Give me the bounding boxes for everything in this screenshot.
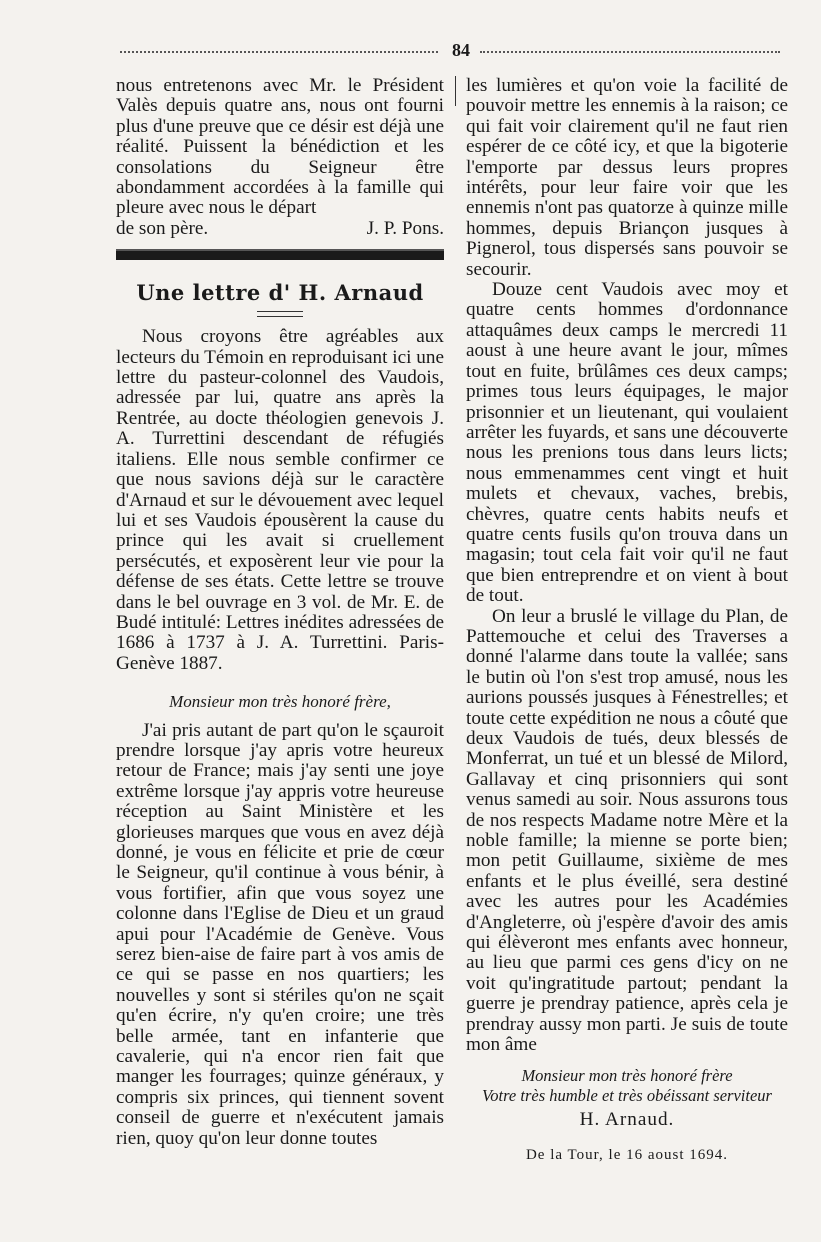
section-separator — [116, 249, 444, 260]
intro-author: J. P. Pons. — [366, 217, 444, 239]
intro-signoff — [116, 219, 444, 239]
intro-last-words: de son père. — [116, 217, 209, 239]
column-divider — [455, 76, 456, 106]
left-column — [116, 76, 444, 1149]
title-ornament — [257, 311, 303, 317]
letter-paragraph-3: On leur a bruslé le village du Plan, de Pattemouche et celui des Traverses a donné l'alarme dans toute la vallée; sans le butin où l'on s'est trop amusé, nous les aurions poussés jusques à Fénestrelles; et toute cette expédition ne nous a côuté que deux Vaudois de tués, deux blessés de Monferrat, un tué et un blessé de Milord, Gallavay et cinq prisonniers qui sont venus samedi au soir. Nous assurons tous de nos respects Madame notre Mère et la noble famille; la mienne se porte bien; mon petit Guillaume, sixième de mes enfants et le plus éveillé, sera destiné avec les autres pour les Académies d'Angleterre, où j'espère d'avoir des amis qui élèveront mes enfants avec honneur, au lieu que parmi ces gens d'icy on ne voit qu'ingratitude partout; pendant la guerre je prendray patience, après cela je prendray aussy mon parti. Je suis de toute mon âme — [466, 605, 788, 1056]
intro-paragraph: nous entretenons avec Mr. le Président Valès depuis quatre ans, nous ont fourni plus d'une preuve que ce désir est déjà une réalité. Puissent la bénédiction et les consolations du Seigneur être abondamment accordées à la famille qui pleure avec nous le départ — [116, 75, 444, 219]
letter-closing-1: Monsieur mon très honoré frère — [521, 1065, 733, 1085]
right-column — [466, 76, 788, 1165]
letter-signature: H. Arnaud. — [579, 1109, 675, 1131]
letter-continuation: les lumières et qu'on voie la facilité de pouvoir mettre les ennemis à la raison; ce qui fait voir clairement qu'il ne faut rien espérer de ce côté icy, et que la bigoterie l'emporte par dessus leurs propres intérêts, pour leur faire voir que les ennemis n'ont pas quatorze à quinze mille hommes, depuis Briançon jusques à Pignerol, tous dispersés sans pouvoir se secourir. — [466, 75, 788, 280]
header-rule-left — [120, 51, 438, 53]
page-number: 84 — [452, 40, 470, 60]
article-title: Une lettre d' H. Arnaud — [136, 280, 424, 306]
letter-body-start: J'ai pris autant de part qu'on le sçauroit prendre lorsque j'ay apris votre heureux retour de France; mais j'ay senti une joye extrême lorsque j'ay appris votre heureuse réception au Saint Ministère et les glorieuses marques que vous en avez déjà donné, je vous en félicite et prie de cœur le Seigneur, qu'il continue à vous bénir, à vous fortifier, afin que vous soyez une colonne dans l'Eglise de Dieu et un graud apui pour l'Académie de Genève. Vous serez bien-aise de faire part à vos amis de ce qui se passe en nos quartiers; les nouvelles y sont si stériles qu'on ne sçait qu'en écrire, n'y qu'en croire; une très belle armée, tant en infanterie que cavalerie, qui n'a encor rien fait que manger les fourrages; quinze généraux, y compris six princes, qui tiennent sovent conseil de guerre et n'exécutent jamais rien, quoy qu'on leur donne toutes — [116, 719, 444, 1149]
letter-paragraph-2: Douze cent Vaudois avec moy et quatre cents hommes d'ordonnance attaquâmes deux camps le mercredi 11 aoust à une heure avant le jour, mîmes tout en fuite, brûlâmes ces deux camps; primes tous leurs équipages, le major prisonnier et un lieutenant, qui voulaient arrêter les fuyards, et sans une découverte nous les prenions tous dans leurs licts; nous emmenammes cent vingt et huit mulets et chevaux, vaches, brebis, chèvres, quatre cents habits neufs et quatre cents fusils qu'on trouva dans un magasin; tout cela fait voir qu'il ne faut que bien entreprendre et on vient à bout de tout. — [466, 279, 788, 607]
page-header — [120, 40, 780, 64]
letter-closing-2: Votre très humble et très obéissant serviteur — [482, 1085, 772, 1105]
letter-dateline: De la Tour, le 16 aoust 1694. — [525, 1146, 729, 1163]
article-intro: Nous croyons être agréables aux lecteurs du Témoin en reproduisant ici une lettre du pasteur-colonnel des Vaudois, adressée par lui, quatre ans après la Rentrée, au docte théologien genevois J. A. Turrettini descendant de réfugiés italiens. Elle nous semble confirmer ce que nous savions déjà sur le caractère d'Arnaud et sur le dévouement avec lequel lui et ses Vaudois épousèrent la cause du prince qui les avait si cruellement persécutés, et exposèrent leur vie pour la défense de ses états. Cette lettre se trouve dans le bel ouvrage en 3 vol. de Mr. E. de Budé intitulé: Lettres inédites adressées de 1686 à 1737 à J. A. Turrettini. Paris-Genève 1887. — [116, 326, 444, 674]
header-rule-right — [480, 51, 780, 53]
letter-salutation: Monsieur mon très honoré frère, — [169, 692, 391, 712]
